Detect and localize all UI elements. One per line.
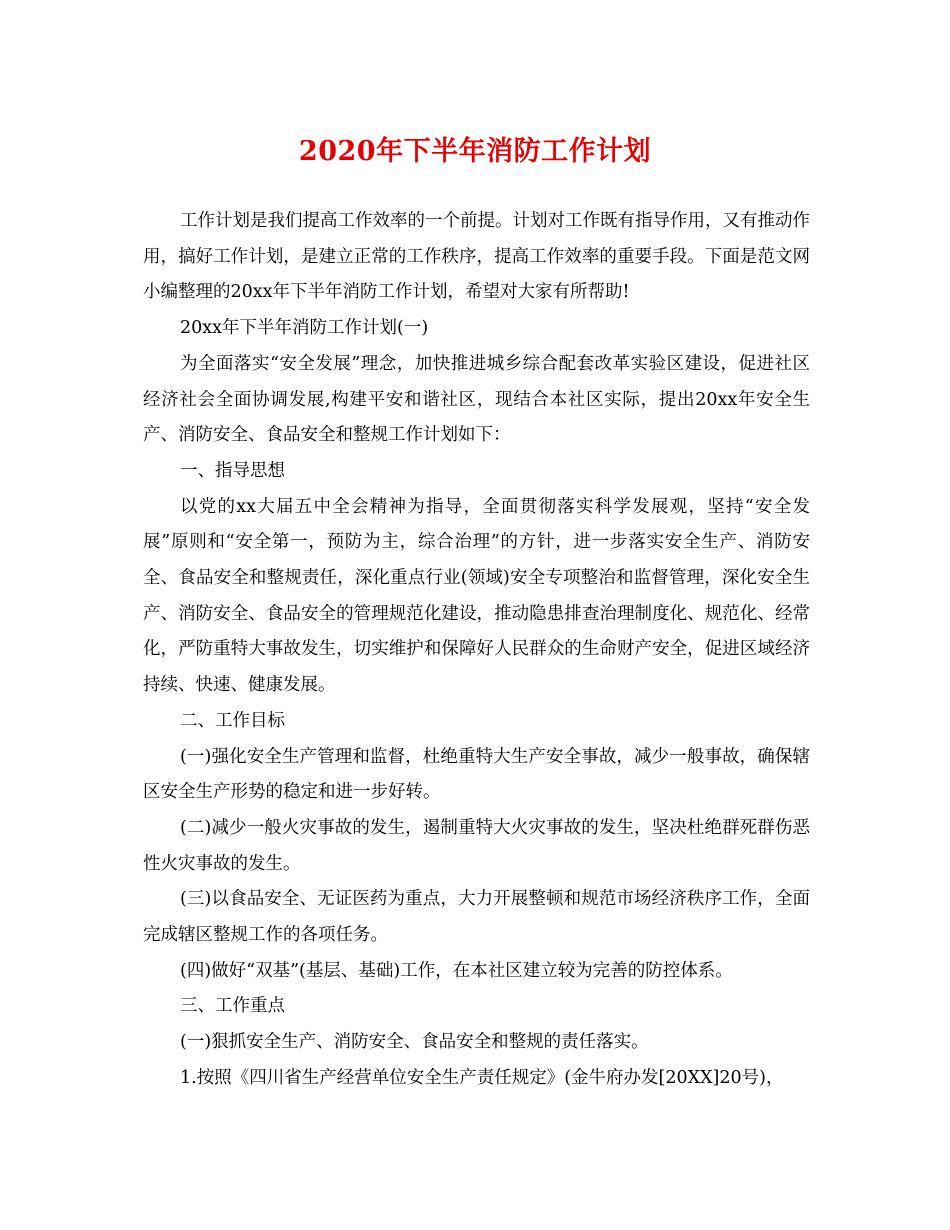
section-heading-work-goals: 二、工作目标 <box>180 710 285 731</box>
paragraph-guiding-ideology: 以党的xx大届五中全会精神为指导，全面贯彻落实科学发展观，坚持“安全发展”原则和“安全第一，预防为主，综合治理”的方针，进一步落实安全生产、消防安全、食品安全和整规责任，深化重点行业(领域)安全专项整治和监督管理，深化安全生产、消防安全、食品安全的管理规范化建设，推动隐患排查治理制度化、规范化、经常化，严防重特大事故发生，切实维护和保障好人民群众的生命财产安全，促进区域经济持续、快速、健康发展。 <box>143 496 810 696</box>
paragraph-goal-1: (一)强化安全生产管理和监督，杜绝重特大生产安全事故，减少一般事故，确保辖区安全生产形势的稳定和进一步好转。 <box>143 746 810 803</box>
section-heading-guiding-ideology: 一、指导思想 <box>180 460 285 481</box>
paragraph-preface: 为全面落实“安全发展”理念，加快推进城乡综合配套改革实验区建设，促进社区经济社会全面协调发展,构建平安和谐社区，现结合本社区实际，提出20xx年安全生产、消防安全、食品安全和整规工作计划如下： <box>143 353 810 446</box>
paragraph-goal-3: (三)以食品安全、无证医药为重点，大力开展整顿和规范市场经济秩序工作，全面完成辖区整规工作的各项任务。 <box>143 889 810 946</box>
document-body <box>143 204 810 1097</box>
paragraph-goal-4: (四)做好“双基”(基层、基础)工作，在本社区建立较为完善的防控体系。 <box>180 960 733 981</box>
paragraph-goal-2: (二)减少一般火灾事故的发生，遏制重特大火灾事故的发生，坚决杜绝群死群伤恶性火灾事故的发生。 <box>143 817 810 874</box>
paragraph-plan-heading: 20xx年下半年消防工作计划(一) <box>180 318 429 339</box>
document-title: 2020年下半年消防工作计划 <box>298 136 652 167</box>
section-heading-work-priorities: 三、工作重点 <box>180 996 285 1017</box>
paragraph-intro: 工作计划是我们提高工作效率的一个前提。计划对工作既有指导作用，又有推动作用，搞好工作计划，是建立正常的工作秩序，提高工作效率的重要手段。下面是范文网小编整理的20xx年下半年消防工作计划，希望对大家有所帮助! <box>143 211 810 303</box>
paragraph-priority-1-item-1: 1.按照《四川省生产经营单位安全生产责任规定》(金牛府办发[20XX]20号)， <box>180 1067 784 1088</box>
paragraph-priority-1: (一)狠抓安全生产、消防安全、食品安全和整规的责任落实。 <box>180 1032 649 1053</box>
